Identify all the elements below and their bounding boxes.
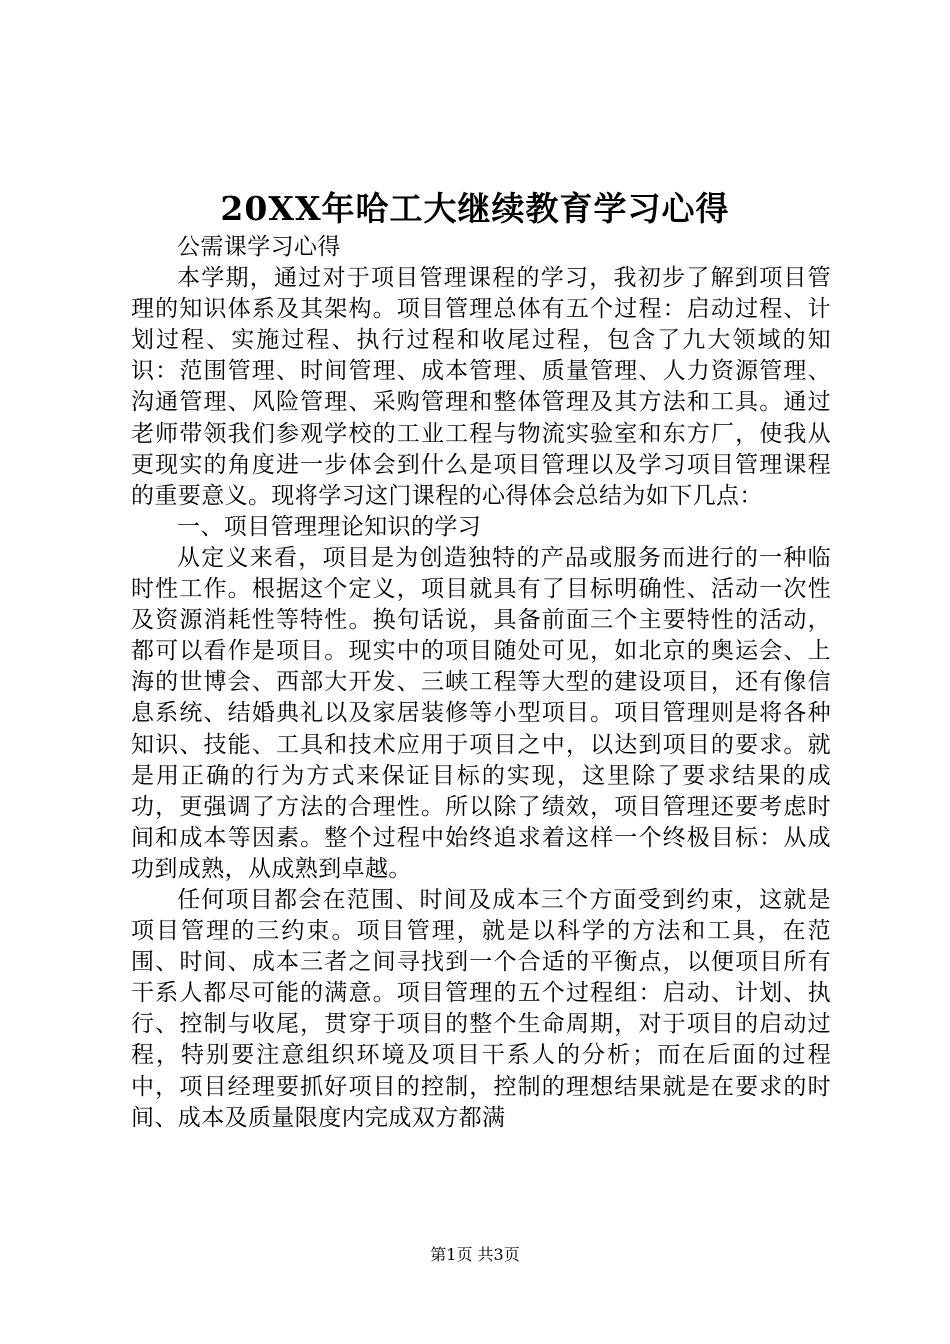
paragraph-intro: 本学期，通过对于项目管理课程的学习，我初步了解到项目管理的知识体系及其架构。项目管理总体有五个过程：启动过程、计划过程、实施过程、执行过程和收尾过程，包含了九大领域的知识：范围管理、时间管理、成本管理、质量管理、人力资源管理、沟通管理、风险管理、采购管理和整体管理及其方法和工具。通过老师带领我们参观学校的工业工程与物流实验室和东方厂，使我从更现实的角度进一步体会到什么是项目管理以及学习项目管理课程的重要意义。现将学习这门课程的心得体会总结为如下几点： (131, 265, 831, 509)
paragraph-definition: 从定义来看，项目是为创造独特的产品或服务而进行的一种临时性工作。根据这个定义，项目就具有了目标明确性、活动一次性及资源消耗性等特性。换句话说，具备前面三个主要特性的活动，都可以看作是项目。现实中的项目随处可见，如北京的奥运会、上海的世博会、西部大开发、三峡工程等大型的建设项目，还有像信息系统、结婚典礼以及家居装修等小型项目。项目管理则是将各种知识、技能、工具和技术应用于项目之中，以达到项目的要求。就是用正确的行为方式来保证目标的实现，这里除了要求结果的成功，更强调了方法的合理性。所以除了绩效，项目管理还要考虑时间和成本等因素。整个过程中始终追求着这样一个终极目标：从成功到成熟，从成熟到卓越。 (131, 544, 831, 882)
paragraph-subheading: 一、项目管理理论知识的学习 (177, 513, 482, 540)
page-number-footer: 第1页 共3页 (430, 1245, 520, 1264)
document-title: 20XX年哈工大继续教育学习心得 (220, 189, 730, 228)
paragraph-section-heading: 公需课学习心得 (177, 234, 341, 260)
paragraph-constraints: 任何项目都会在范围、时间及成本三个方面受到约束，这就是项目管理的三约束。项目管理，就是以科学的方法和工具，在范围、时间、成本三者之间寻找到一个合适的平衡点，以便项目所有干系人都尽可能的满意。项目管理的五个过程组：启动、计划、执行、控制与收尾，贯穿于项目的整个生命周期，对于项目的启动过程，特别要注意组织环境及项目干系人的分析；而在后面的过程中，项目经理要抓好项目的控制，控制的理想结果就是在要求的时间、成本及质量限度内完成双方都满 (131, 886, 831, 1131)
document-body (131, 232, 831, 1134)
